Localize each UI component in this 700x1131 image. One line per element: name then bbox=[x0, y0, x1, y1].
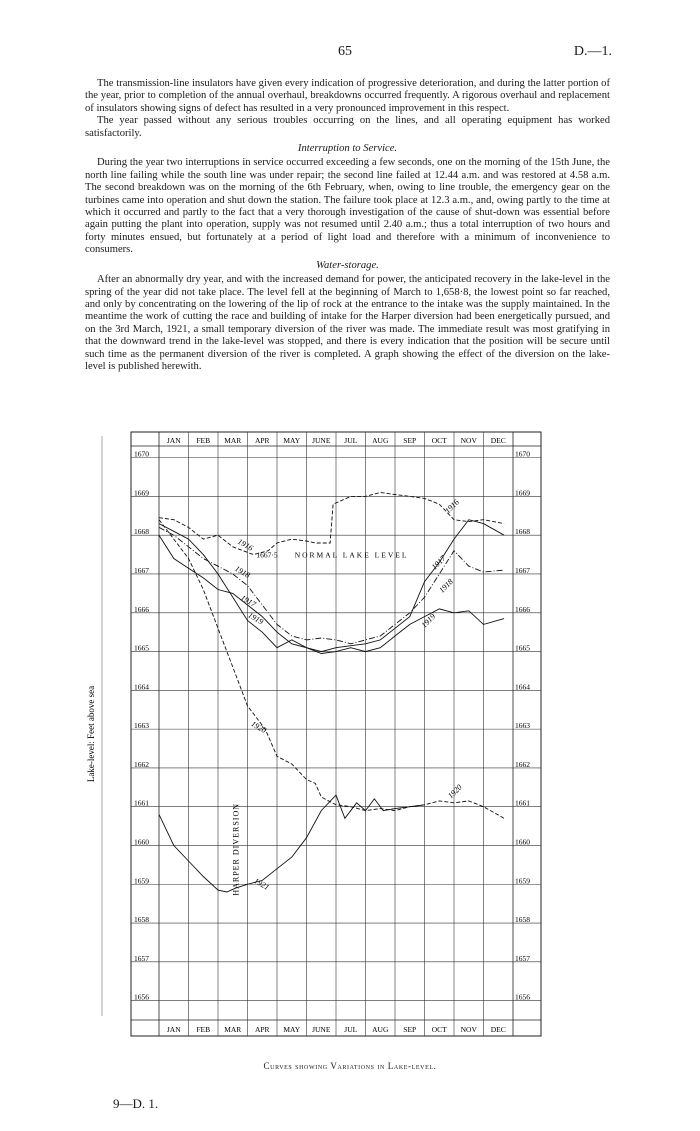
normal-level-label: NORMAL LAKE LEVEL bbox=[294, 550, 409, 560]
level-tick-label-right: 1666 bbox=[515, 604, 530, 614]
level-tick-label-left: 1660 bbox=[134, 837, 149, 847]
document-reference: D.—1. bbox=[573, 44, 612, 59]
heading-interruption: Interruption to Service. bbox=[297, 143, 398, 155]
series-label-1917: 1917 bbox=[239, 593, 258, 609]
level-tick-label-right: 1661 bbox=[515, 798, 530, 808]
month-label-bottom: MAY bbox=[283, 1025, 301, 1034]
lake-level-chart-svg bbox=[86, 428, 581, 1060]
month-label-bottom: AUG bbox=[372, 1025, 389, 1034]
level-tick-label-right: 1662 bbox=[515, 759, 530, 769]
level-tick-label-right: 1657 bbox=[515, 953, 530, 963]
level-tick-label-right: 1660 bbox=[515, 837, 530, 847]
month-label-top: DEC bbox=[490, 436, 506, 445]
month-label-bottom: JUL bbox=[344, 1025, 358, 1034]
harper-diversion-label: HARPER DIVERSION bbox=[231, 803, 241, 896]
page-number: 65 bbox=[338, 44, 352, 59]
level-tick-label-left: 1667 bbox=[134, 565, 149, 575]
series-label-1920: 1920 bbox=[249, 719, 268, 735]
level-tick-label-right: 1665 bbox=[515, 643, 530, 653]
level-tick-label-left: 1669 bbox=[134, 488, 149, 498]
level-tick-label-left: 1662 bbox=[134, 759, 149, 769]
heading-water-storage: Water-storage. bbox=[316, 259, 379, 271]
normal-level-value: 1667·5 bbox=[256, 550, 278, 560]
level-tick-label-left: 1657 bbox=[134, 953, 149, 963]
month-label-top: JUNE bbox=[312, 436, 331, 445]
level-tick-label-right: 1663 bbox=[515, 721, 530, 731]
level-tick-label-left: 1663 bbox=[134, 721, 149, 731]
body-text bbox=[85, 78, 610, 373]
paragraph-water-storage: After an abnormally dry year, and with the increased demand for power, the anticipated recovery in the lake-level in the spring of the year did not take place. The level fell at the beginning of March to 1,658·8, the lowest point so far reached, and only by concentrating on the lowering of the lip of rock at the entrance to the intake was the supply maintained. In the meantime the work of cutting the race and building of intake for the Harper diversion had been energetically pursued, and on the 3rd March, 1921, a small temporary diversion of the river was made. The immediate result was most gratifying in that the downward trend in the lake-level was stopped, and there is every indication that the position will be secure until such time as the permanent diversion of the river is completed. A graph showing the effect of the diversion on the lake-level is published herewith. bbox=[85, 274, 610, 372]
level-tick-label-right: 1658 bbox=[515, 915, 530, 925]
month-label-top: APR bbox=[254, 436, 270, 445]
month-label-top: MAR bbox=[224, 436, 242, 445]
series-label-1919: 1919 bbox=[246, 610, 265, 627]
month-label-bottom: MAR bbox=[224, 1025, 242, 1034]
month-label-top: JAN bbox=[166, 436, 181, 445]
paragraph-interruption: During the year two interruptions in service occurred exceeding a few seconds, one on the morning of the 15th June, the north line failing while the south line was under repair; the second line failed at 12.44 a.m. and was restored at 4.58 a.m. The second breakdown was on the morning of the 6th February, when, owing to line trouble, the emergency gear on the turbines came into operation and shut down the station. The failure took place at 12.3 a.m., and, owing partly to the time at which it occurred and partly to the fact that a very thorough investigation of the cause of shut-down was essential before again putting the plant into operation, supply was not resumed until 2.40 a.m.; thus a total interruption of two hours and forty minutes ensued, but fortunately at a period of light load and therefore with a minimum of inconvenience to consumers. bbox=[85, 157, 610, 256]
series-label-end-1916: 1916 bbox=[443, 497, 461, 516]
level-tick-label-right: 1656 bbox=[515, 992, 530, 1002]
level-tick-label-right: 1659 bbox=[515, 876, 530, 886]
level-tick-label-left: 1666 bbox=[134, 604, 149, 614]
level-tick-label-left: 1664 bbox=[134, 682, 149, 692]
level-tick-label-left: 1659 bbox=[134, 876, 149, 886]
series-line-1921 bbox=[159, 795, 425, 892]
month-label-top: AUG bbox=[372, 436, 389, 445]
chart-caption: Curves showing Variations in Lake-level. bbox=[263, 1061, 437, 1071]
series-label-1918: 1918 bbox=[233, 564, 252, 580]
page-footer: 9—D. 1. bbox=[113, 1096, 159, 1111]
level-tick-label-left: 1658 bbox=[134, 915, 149, 925]
month-label-bottom: JAN bbox=[166, 1025, 181, 1034]
month-label-bottom: SEP bbox=[403, 1025, 417, 1034]
lake-level-chart bbox=[86, 428, 581, 1060]
month-label-bottom: NOV bbox=[460, 1025, 477, 1034]
level-tick-label-left: 1656 bbox=[134, 992, 149, 1002]
level-tick-label-left: 1665 bbox=[134, 643, 149, 653]
level-tick-label-left: 1670 bbox=[134, 449, 149, 459]
level-tick-label-right: 1667 bbox=[515, 565, 530, 575]
series-label-end-1918: 1918 bbox=[437, 577, 455, 595]
series-label-1921: 1921 bbox=[252, 876, 271, 893]
month-label-bottom: OCT bbox=[431, 1025, 447, 1034]
series-label-end-1920: 1920 bbox=[446, 782, 464, 801]
month-label-bottom: JUNE bbox=[312, 1025, 331, 1034]
level-tick-label-right: 1670 bbox=[515, 449, 530, 459]
month-label-top: FEB bbox=[196, 436, 211, 445]
paragraph-insulators: The transmission-line insulators have given every indication of progressive deterioration, and during the latter portion of the year, prior to completion of the annual overhaul, breakdowns occurred frequently. A rigorous overhaul and replacement of insulators showing signs of defect has resulted in a very pronounced improvement in this respect. bbox=[85, 78, 610, 114]
level-tick-label-right: 1664 bbox=[515, 682, 530, 692]
series-label-end-1917: 1917 bbox=[429, 553, 448, 572]
month-label-top: JUL bbox=[344, 436, 358, 445]
level-tick-label-right: 1668 bbox=[515, 527, 530, 537]
series-label-end-1919: 1919 bbox=[419, 612, 438, 630]
month-label-bottom: DEC bbox=[490, 1025, 506, 1034]
y-axis-title: Lake-level: Feet above sea bbox=[86, 685, 96, 783]
month-label-bottom: APR bbox=[254, 1025, 270, 1034]
month-label-top: SEP bbox=[403, 436, 417, 445]
level-tick-label-left: 1661 bbox=[134, 798, 149, 808]
paragraph-lines: The year passed without any serious troubles occurring on the lines, and all operating equipment has worked satisfactorily. bbox=[85, 115, 610, 139]
month-label-top: NOV bbox=[460, 436, 477, 445]
month-label-top: MAY bbox=[283, 436, 301, 445]
level-tick-label-right: 1669 bbox=[515, 488, 530, 498]
series-label-1916: 1916 bbox=[236, 536, 255, 553]
series-line-1919 bbox=[159, 524, 504, 654]
month-label-bottom: FEB bbox=[196, 1025, 211, 1034]
month-label-top: OCT bbox=[431, 436, 447, 445]
level-tick-label-left: 1668 bbox=[134, 527, 149, 537]
